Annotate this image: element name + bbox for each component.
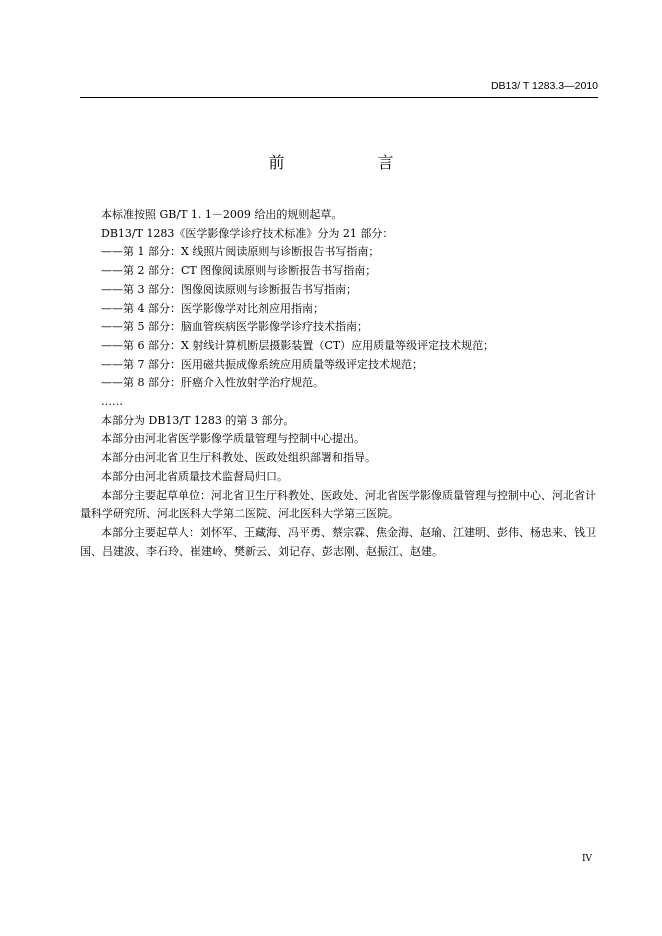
page-number: IV — [581, 854, 592, 864]
document-code: DB13/ T 1283.3—2010 — [490, 80, 598, 92]
drafters-paragraph: 本部分主要起草人：刘怀军、王藏海、冯平勇、蔡宗霖、焦金海、赵瑜、江建明、彭伟、杨忠来、钱卫国、吕建波、李石玲、崔建岭、樊新云、刘记存、彭志刚、赵振江、赵建。 — [80, 525, 596, 558]
body-line: 本部分由河北省医学影像学质量管理与控制中心提出。 — [101, 432, 365, 446]
list-item: ——第 2 部分：CT 图像阅读原则与诊断报告书写指南； — [101, 264, 377, 278]
list-item: ——第 1 部分：X 线照片阅读原则与诊断报告书写指南； — [101, 245, 380, 259]
body-line: 本部分由河北省质量技术监督局归口。 — [101, 469, 288, 483]
body-line: 本部分由河北省卫生厅科教处、医政处组织部署和指导。 — [101, 451, 376, 465]
ellipsis: …… — [101, 395, 123, 409]
drafting-units-paragraph: 本部分主要起草单位：河北省卫生厅科教处、医政处、河北省医学影像质量管理与控制中心、河北省计量科学研究所、河北医科大学第二医院、河北医科大学第三医院。 — [80, 488, 596, 521]
list-item: ——第 8 部分：肝癌介入性放射学治疗规范。 — [101, 376, 324, 390]
list-item: ——第 3 部分：图像阅读原则与诊断报告书写指南； — [101, 282, 357, 296]
list-item: ——第 7 部分：医用磁共振成像系统应用质量等级评定技术规范； — [101, 357, 423, 371]
body-line: 本部分为 DB13/T 1283 的第 3 部分。 — [101, 413, 295, 427]
list-item: ——第 6 部分：X 射线计算机断层摄影装置（CT）应用质量等级评定技术规范； — [101, 338, 495, 352]
section-title: 前 言 — [268, 153, 438, 172]
body-line: 本标准按照 GB/T 1. 1－2009 给出的规则起草。 — [101, 208, 343, 221]
header-rule — [80, 97, 598, 98]
list-item: ——第 4 部分：医学影像学对比剂应用指南； — [101, 301, 324, 315]
body-line: DB13/T 1283《医学影像学诊疗技术标准》分为 21 部分： — [101, 226, 394, 240]
foreword-body — [80, 206, 600, 561]
list-item: ——第 5 部分：脑血管疾病医学影像学诊疗技术指南； — [101, 320, 368, 334]
